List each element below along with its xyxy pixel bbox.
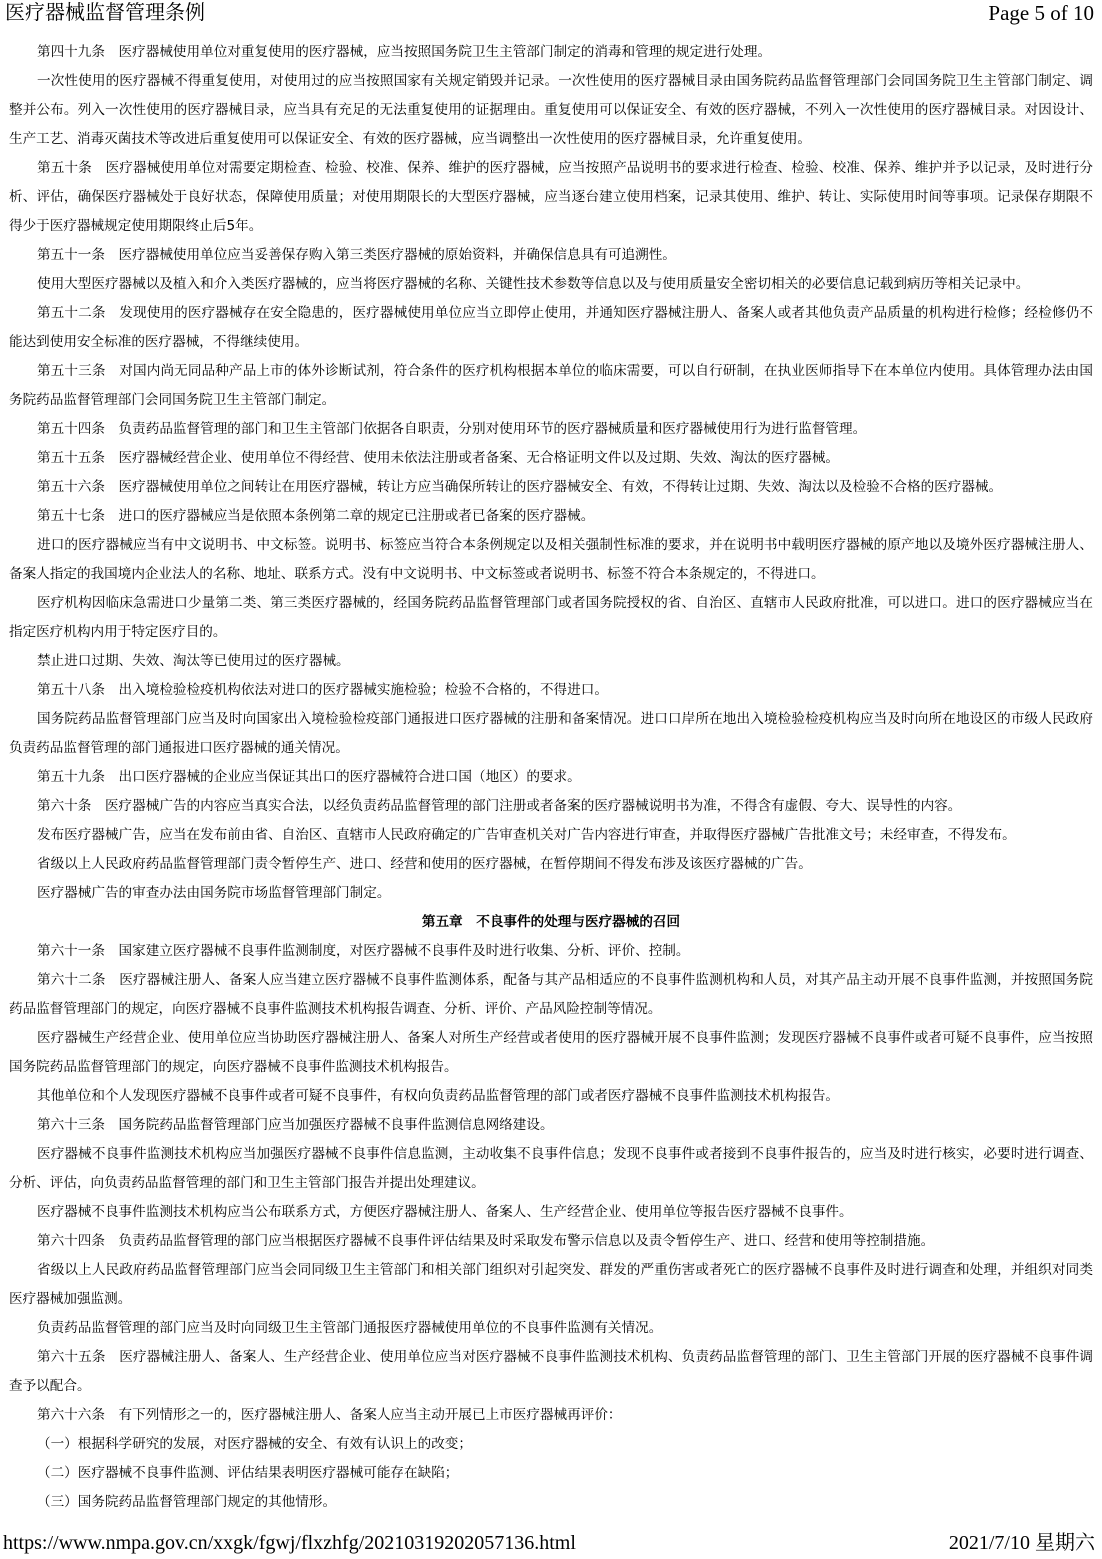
- article-paragraph: 第五十五条 医疗器械经营企业、使用单位不得经营、使用未依法注册或者备案、无合格证明文件以及过期、失效、淘汰的医疗器械。: [37, 450, 840, 466]
- article-paragraph: 负责药品监督管理的部门应当及时向同级卫生主管部门通报医疗器械使用单位的不良事件监测有关情况。: [37, 1320, 663, 1336]
- article-paragraph: 医疗器械不良事件监测技术机构应当公布联系方式，方便医疗器械注册人、备案人、生产经营企业、使用单位等报告医疗器械不良事件。: [37, 1204, 853, 1220]
- article-paragraph: 第五十八条 出入境检验检疫机构依法对进口的医疗器械实施检验；检验不合格的，不得进口。: [37, 682, 608, 698]
- article-paragraph: 医疗器械不良事件监测技术机构应当加强医疗器械不良事件信息监测，主动收集不良事件信息；发现不良事件或者接到不良事件报告的，应当及时进行核实，必要时进行调查、分析、评估，向负责药品监督管理的部门和卫生主管部门报告并提出处理建议。: [9, 1146, 1093, 1191]
- article-paragraph: 发布医疗器械广告，应当在发布前由省、自治区、直辖市人民政府确定的广告审查机关对广告内容进行审查，并取得医疗器械广告批准文号；未经审查，不得发布。: [37, 827, 1016, 843]
- article-paragraph: 医疗器械广告的审查办法由国务院市场监督管理部门制定。: [37, 885, 391, 901]
- article-paragraph: 一次性使用的医疗器械不得重复使用，对使用过的应当按照国家有关规定销毁并记录。一次性使用的医疗器械目录由国务院药品监督管理部门会同国务院卫生主管部门制定、调整并公布。列入一次性使用的医疗器械目录，应当具有充足的无法重复使用的证据理由。重复使用可以保证安全、有效的医疗器械，不列入一次性使用的医疗器械目录。对因设计、生产工艺、消毒灭菌技术等改进后重复使用可以保证安全、有效的医疗器械，应当调整出一次性使用的医疗器械目录，允许重复使用。: [9, 73, 1093, 147]
- article-paragraph: 第五十条 医疗器械使用单位对需要定期检查、检验、校准、保养、维护的医疗器械，应当按照产品说明书的要求进行检查、检验、校准、保养、维护并予以记录，及时进行分析、评估，确保医疗器械处于良好状态，保障使用质量；对使用期限长的大型医疗器械，应当逐台建立使用档案，记录其使用、维护、转让、实际使用时间等事项。记录保存期限不得少于医疗器械规定使用期限终止后5年。: [9, 160, 1093, 234]
- article-paragraph: 第六十五条 医疗器械注册人、备案人、生产经营企业、使用单位应当对医疗器械不良事件监测技术机构、负责药品监督管理的部门、卫生主管部门开展的医疗器械不良事件调查予以配合。: [9, 1349, 1093, 1394]
- article-paragraph: （二）医疗器械不良事件监测、评估结果表明医疗器械可能存在缺陷；: [37, 1465, 459, 1481]
- article-paragraph: 进口的医疗器械应当有中文说明书、中文标签。说明书、标签应当符合本条例规定以及相关强制性标准的要求，并在说明书中载明医疗器械的原产地以及境外医疗器械注册人、备案人指定的我国境内企业法人的名称、地址、联系方式。没有中文说明书、中文标签或者说明书、标签不符合本条规定的，不得进口。: [9, 537, 1093, 582]
- document-body: [9, 38, 1093, 1517]
- article-paragraph: 第五十六条 医疗器械使用单位之间转让在用医疗器械，转让方应当确保所转让的医疗器械安全、有效，不得转让过期、失效、淘汰以及检验不合格的医疗器械。: [37, 479, 1003, 495]
- article-paragraph: 第六十三条 国务院药品监督管理部门应当加强医疗器械不良事件监测信息网络建设。: [37, 1117, 554, 1133]
- article-paragraph: 省级以上人民政府药品监督管理部门应当会同同级卫生主管部门和相关部门组织对引起突发、群发的严重伤害或者死亡的医疗器械不良事件及时进行调查和处理，并组织对同类医疗器械加强监测。: [9, 1262, 1093, 1307]
- article-paragraph: 第五十九条 出口医疗器械的企业应当保证其出口的医疗器械符合进口国（地区）的要求。: [37, 769, 581, 785]
- article-paragraph: （三）国务院药品监督管理部门规定的其他情形。: [37, 1494, 337, 1510]
- article-paragraph: 第六十二条 医疗器械注册人、备案人应当建立医疗器械不良事件监测体系，配备与其产品相适应的不良事件监测机构和人员，对其产品主动开展不良事件监测，并按照国务院药品监督管理部门的规定，向医疗器械不良事件监测技术机构报告调查、分析、评价、产品风险控制等情况。: [9, 972, 1093, 1017]
- article-paragraph: 第五十七条 进口的医疗器械应当是依照本条例第二章的规定已注册或者已备案的医疗器械。: [37, 508, 595, 524]
- article-paragraph: 第四十九条 医疗器械使用单位对重复使用的医疗器械，应当按照国务院卫生主管部门制定的消毒和管理的规定进行处理。: [37, 44, 772, 60]
- article-paragraph: 第六十条 医疗器械广告的内容应当真实合法，以经负责药品监督管理的部门注册或者备案的医疗器械说明书为准，不得含有虚假、夸大、误导性的内容。: [37, 798, 962, 814]
- source-url-link[interactable]: https://www.nmpa.gov.cn/xxgk/fgwj/flxzhfg/20210319202057136.html: [3, 1532, 576, 1554]
- article-paragraph: 禁止进口过期、失效、淘汰等已使用过的医疗器械。: [37, 653, 350, 669]
- article-paragraph: 医疗机构因临床急需进口少量第二类、第三类医疗器械的，经国务院药品监督管理部门或者国务院授权的省、自治区、直辖市人民政府批准，可以进口。进口的医疗器械应当在指定医疗机构内用于特定医疗目的。: [9, 595, 1093, 640]
- article-paragraph: 省级以上人民政府药品监督管理部门责令暂停生产、进口、经营和使用的医疗器械，在暂停期间不得发布涉及该医疗器械的广告。: [37, 856, 812, 872]
- chapter-heading: 第五章 不良事件的处理与医疗器械的召回: [421, 914, 681, 930]
- print-date: 2021/7/10 星期六: [948, 1532, 1095, 1554]
- page-number: Page 5 of 10: [988, 1, 1094, 25]
- article-paragraph: 其他单位和个人发现医疗器械不良事件或者可疑不良事件，有权向负责药品监督管理的部门或者医疗器械不良事件监测技术机构报告。: [37, 1088, 840, 1104]
- document-title: 医疗器械监督管理条例: [5, 0, 205, 24]
- article-paragraph: 使用大型医疗器械以及植入和介入类医疗器械的，应当将医疗器械的名称、关键性技术参数等信息以及与使用质量安全密切相关的必要信息记载到病历等相关记录中。: [37, 276, 1030, 292]
- article-paragraph: 第五十二条 发现使用的医疗器械存在安全隐患的，医疗器械使用单位应当立即停止使用，并通知医疗器械注册人、备案人或者其他负责产品质量的机构进行检修；经检修仍不能达到使用安全标准的医疗器械，不得继续使用。: [9, 305, 1093, 350]
- article-paragraph: 第五十三条 对国内尚无同品种产品上市的体外诊断试剂，符合条件的医疗机构根据本单位的临床需要，可以自行研制，在执业医师指导下在本单位内使用。具体管理办法由国务院药品监督管理部门会同国务院卫生主管部门制定。: [9, 363, 1093, 408]
- article-paragraph: 第六十一条 国家建立医疗器械不良事件监测制度，对医疗器械不良事件及时进行收集、分析、评价、控制。: [37, 943, 690, 959]
- article-paragraph: 第六十四条 负责药品监督管理的部门应当根据医疗器械不良事件评估结果及时采取发布警示信息以及责令暂停生产、进口、经营和使用等控制措施。: [37, 1233, 935, 1249]
- article-paragraph: 第五十一条 医疗器械使用单位应当妥善保存购入第三类医疗器械的原始资料，并确保信息具有可追溯性。: [37, 247, 676, 263]
- article-paragraph: （一）根据科学研究的发展，对医疗器械的安全、有效有认识上的改变；: [37, 1436, 472, 1452]
- article-paragraph: 第五十四条 负责药品监督管理的部门和卫生主管部门依据各自职责，分别对使用环节的医疗器械质量和医疗器械使用行为进行监督管理。: [37, 421, 867, 437]
- article-paragraph: 国务院药品监督管理部门应当及时向国家出入境检验检疫部门通报进口医疗器械的注册和备案情况。进口口岸所在地出入境检验检疫机构应当及时向所在地设区的市级人民政府负责药品监督管理的部门通报进口医疗器械的通关情况。: [9, 711, 1093, 756]
- article-paragraph: 医疗器械生产经营企业、使用单位应当协助医疗器械注册人、备案人对所生产经营或者使用的医疗器械开展不良事件监测；发现医疗器械不良事件或者可疑不良事件，应当按照国务院药品监督管理部门的规定，向医疗器械不良事件监测技术机构报告。: [9, 1030, 1093, 1075]
- article-paragraph: 第六十六条 有下列情形之一的，医疗器械注册人、备案人应当主动开展已上市医疗器械再评价：: [37, 1407, 622, 1423]
